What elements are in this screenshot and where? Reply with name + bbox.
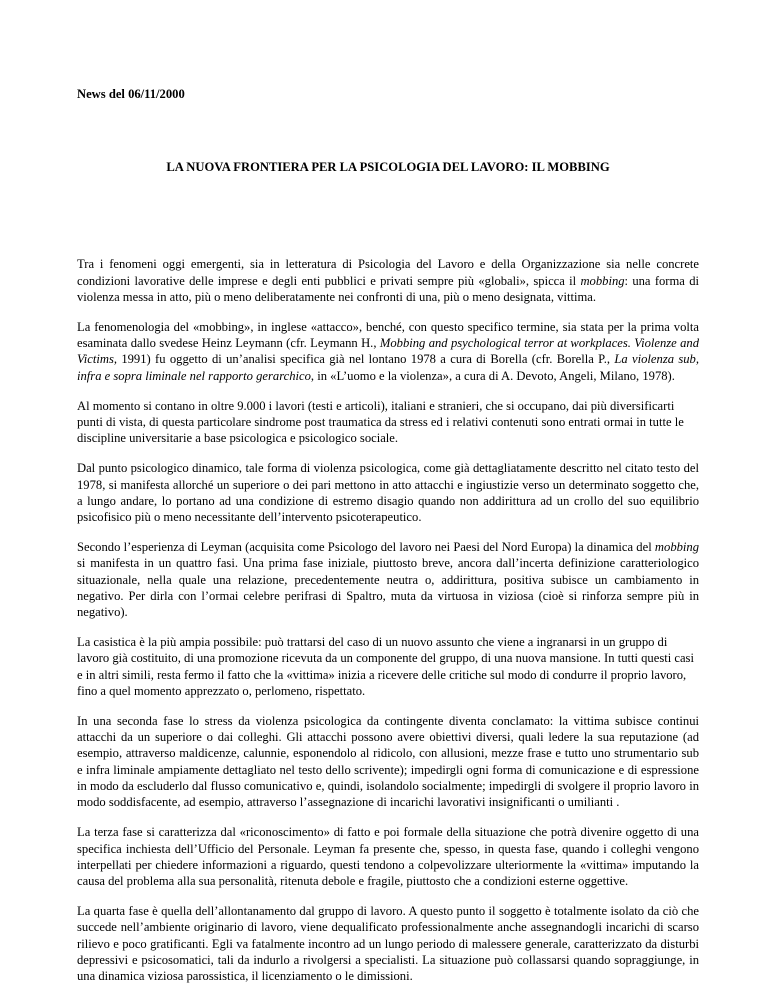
text-run: 1991) fu oggetto di un’analisi specifica già nel lontano 1978 a cura di Borella (cfr. Borella P., bbox=[117, 352, 615, 367]
text-run: si manifesta in un quattro fasi. Una prima fase iniziale, piuttosto breve, ancora dall’incerta definizione caratteriologico situazionale, nella quale una relazione, precedentemente neutra o, addirittura, positiva subisce un cambiamento in negativo. Per dirla con l’ormai celebre perifrasi di Spaltro, muta da virtuosa in viziosa (cioè si rinforza sempre più in negativo). bbox=[77, 556, 699, 620]
paragraph-4 bbox=[77, 460, 699, 525]
text-run: La terza fase si caratterizza dal «riconoscimento» di fatto e poi formale della situazione che potrà divenire oggetto di una specifica inchiesta dell’Ufficio del Personale. Leyman fa presente che, spesso, in questa fase, quando i colleghi vengono interpellati per chiedere informazioni a riguardo, questi tendono a colpevolizzare ulteriormente la «vittima» imputando la causa del problema alla sua personalità, ritenuta debole e fragile, piuttosto che a condizioni esterne oggettive. bbox=[77, 825, 699, 888]
document-page bbox=[77, 86, 699, 998]
news-date: News del 06/11/2000 bbox=[77, 87, 185, 101]
paragraph-5 bbox=[77, 539, 699, 620]
text-run: Al momento si contano in oltre 9.000 i lavori (testi e articoli), italiani e stranieri, che si occupano, dai più diversificarti punti di vista, di questa particolare sindrome post traumatica da stress ed i relativi contenuti sono entrati ormai in tutte le discipline universitarie a base psicologica e psicologico sociale. bbox=[77, 398, 684, 446]
text-run: In una seconda fase lo stress da violenza psicologica da contingente diventa conclamato: la vittima subisce continui attacchi da un superiore o dai colleghi. Gli attacchi possono avere obiettivi diversi, quali ledere la sua reputazione (ad esempio, attraverso maldicenze, calunnie, esponendolo al ridicolo, con allusioni, mezze frase e tutto uno strumentario sub e infra liminale ampiamente dettagliato nel testo dello scrivente); impedirgli ogni forma di comunicazione e di espressione in modo da escluderlo dal flusso comunicativo e, quindi, isolandolo socialmente; impedirgli di svolgere il proprio lavoro in modo soddisfacente, ad esempio, attraverso l’assegnazione di incarichi lavorativi insignificanti o umilianti . bbox=[77, 714, 699, 810]
paragraph-9 bbox=[77, 903, 699, 984]
paragraph-6 bbox=[77, 634, 699, 699]
text-run: , in «L’uomo e la violenza», a cura di A. Devoto, Angeli, Milano, 1978). bbox=[310, 368, 675, 383]
text-run: La quarta fase è quella dell’allontanamento dal gruppo di lavoro. A questo punto il soggetto è totalmente isolato da ciò che succede nell’ambiente originario di lavoro, viene dequalificato professionalmente anche assegnandogli incarichi di scarso rilievo e poco gratificanti. Egli va fatalmente incontro ad un lungo periodo di malessere generale, caratterizzato da disturbi depressivi e psicosomatici, tali da indurlo a rivolgersi a specialisti. La situazione può collassarsi quando sopraggiunge, in una dinamica viziosa parossistica, il licenziamento o le dimissioni. bbox=[77, 904, 699, 983]
italic-run: mobbing bbox=[580, 273, 625, 288]
paragraph-3 bbox=[77, 398, 699, 447]
italic-run: mobbing bbox=[654, 540, 699, 555]
italic-run: La violenza sub, infra e sopra liminale nel rapporto gerarchico bbox=[77, 352, 699, 383]
text-run: Tra i fenomeni oggi emergenti, sia in letteratura di Psicologia del Lavoro e della Organizzazione sia nelle concrete condizioni lavorative delle imprese e degli enti pubblici e privati sempre più «globali», spicca il bbox=[77, 257, 699, 288]
paragraph-2 bbox=[77, 319, 699, 384]
text-run: La fenomenologia del «mobbing», in inglese «attacco», benché, con questo specifico termine, sia stata per la prima volta esaminata dallo svedese Heinz Leymann (cfr. Leymann H., bbox=[77, 320, 699, 351]
text-run: La casistica è la più ampia possibile: può trattarsi del caso di un nuovo assunto che viene a ingranarsi in un gruppo di lavoro già costituito, di una promozione ricevuta da un componente del gruppo, di una nuova mansione. In tutti questi casi e in altri simili, resta fermo il fatto che la «vittima» inizia a ricevere delle critiche sul modo di condurre il proprio lavoro, fino a quel momento apprezzato o, perlomeno, rispettato. bbox=[77, 635, 694, 698]
paragraph-7 bbox=[77, 713, 699, 810]
text-run: : una forma di violenza messa in atto, più o meno deliberatamente nei confronti di una, più o meno designata, vittima. bbox=[77, 273, 699, 304]
article-title: LA NUOVA FRONTIERA PER LA PSICOLOGIA DEL LAVORO: IL MOBBING bbox=[166, 160, 610, 175]
text-run: Dal punto psicologico dinamico, tale forma di violenza psicologica, come già dettagliatamente descritto nel citato testo del 1978, si manifesta allorché un superiore o dei pari mettono in atto attacchi e ingiustizie verso un determinato soggetto che, a lungo andare, lo portano ad una condizione di estremo disagio quando non addirittura ad un crollo del suo equilibrio psicofisico più o meno necessitante dell’intervento psicoterapeutico. bbox=[77, 461, 699, 525]
text-run: Secondo l’esperienza di Leyman (acquisita come Psicologo del lavoro nei Paesi del Nord Europa) la dinamica del bbox=[77, 540, 655, 555]
paragraph-1 bbox=[77, 256, 699, 305]
paragraph-8 bbox=[77, 824, 699, 889]
article-body bbox=[77, 256, 699, 984]
italic-run: Mobbing and psychological terror at workplaces. Violenze and Victims, bbox=[77, 336, 699, 367]
